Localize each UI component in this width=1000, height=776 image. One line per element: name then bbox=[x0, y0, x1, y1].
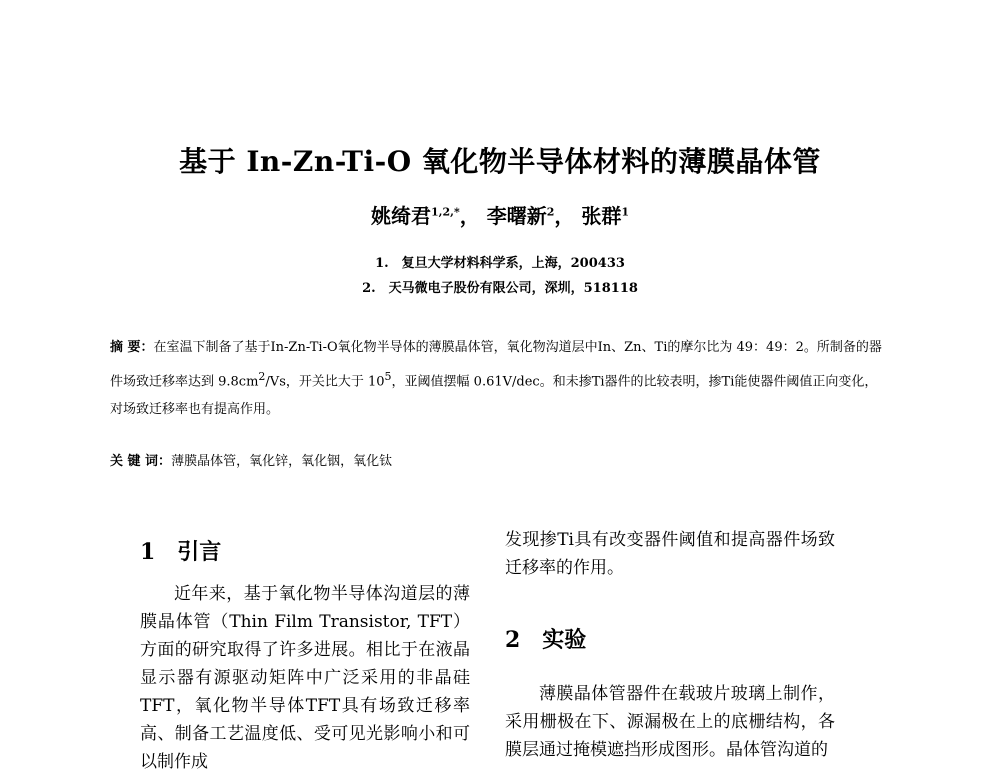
section-heading-experiment: 2 实验 bbox=[505, 627, 587, 653]
abstract-label: 摘 要： bbox=[110, 340, 154, 355]
section-heading-introduction: 1 引言 bbox=[140, 539, 222, 565]
author-affiliation-mark: 2 bbox=[546, 205, 555, 219]
paper-title: 基于 In-Zn-Ti-O 氧化物半导体材料的薄膜晶体管 bbox=[179, 145, 821, 178]
superscript: 5 bbox=[384, 369, 392, 383]
author-name: 李曙新 bbox=[486, 204, 547, 228]
continued-paragraph: 发现掺Ti具有改变器件阈值和提高器件场致迁移率的作用。 bbox=[505, 530, 835, 578]
abstract bbox=[110, 334, 890, 425]
author-3 bbox=[581, 204, 629, 228]
keywords bbox=[110, 450, 392, 469]
abstract-text: 在室温下制备了基于In-Zn-Ti-O氧化物半导体的薄膜晶体管，氧化物沟道层中In、Zn、Ti的摩尔比为 49：49：2。所制备的器件场致迁移率达到 9.8cm bbox=[110, 340, 882, 389]
author-1 bbox=[371, 204, 480, 228]
author-name: 姚绮君 bbox=[371, 204, 431, 228]
experiment-paragraph: 薄膜晶体管器件在载玻片玻璃上制作，采用栅极在下、源漏极在上的底栅结构，各膜层通过掩模遮挡形成图形。晶体管沟道的 bbox=[505, 684, 835, 760]
left-column bbox=[140, 538, 470, 776]
introduction-paragraph: 近年来，基于氧化物半导体沟道层的薄膜晶体管（Thin Film Transistor, TFT）方面的研究取得了许多进展。相比于在液晶显示器有源驱动矩阵中广泛采用的非晶硅TFT，氧化物半导体TFT具有场致迁移率高、制备工艺温度低、受可见光影响小和可以制作成 bbox=[140, 584, 470, 772]
separator: ， bbox=[459, 204, 480, 228]
author-affiliation-mark: 1 bbox=[621, 205, 629, 219]
affiliation-1: 1. 复旦大学材料科学系，上海，200433 bbox=[375, 256, 625, 271]
keywords-label: 关 键 词： bbox=[110, 454, 172, 469]
keywords-text: 薄膜晶体管，氧化锌，氧化铟，氧化钛 bbox=[171, 454, 393, 469]
abstract-text: ，亚阈值摆幅 0.61V/dec。和未掺Ti器件的比较表明，掺Ti能使器件阈值正向变化，对场致迁移率也有提高作用。 bbox=[110, 373, 878, 418]
right-column bbox=[505, 526, 835, 764]
author-affiliation-mark: 1,2,* bbox=[431, 205, 460, 219]
separator: ， bbox=[554, 204, 575, 228]
author-name: 张群 bbox=[581, 204, 622, 228]
author-list bbox=[0, 200, 1000, 229]
abstract-text: /Vs，开关比大于 10 bbox=[265, 373, 385, 389]
superscript: 2 bbox=[258, 369, 266, 383]
author-2 bbox=[487, 204, 575, 228]
affiliation-2: 2. 天马微电子股份有限公司，深圳，518118 bbox=[362, 281, 638, 296]
